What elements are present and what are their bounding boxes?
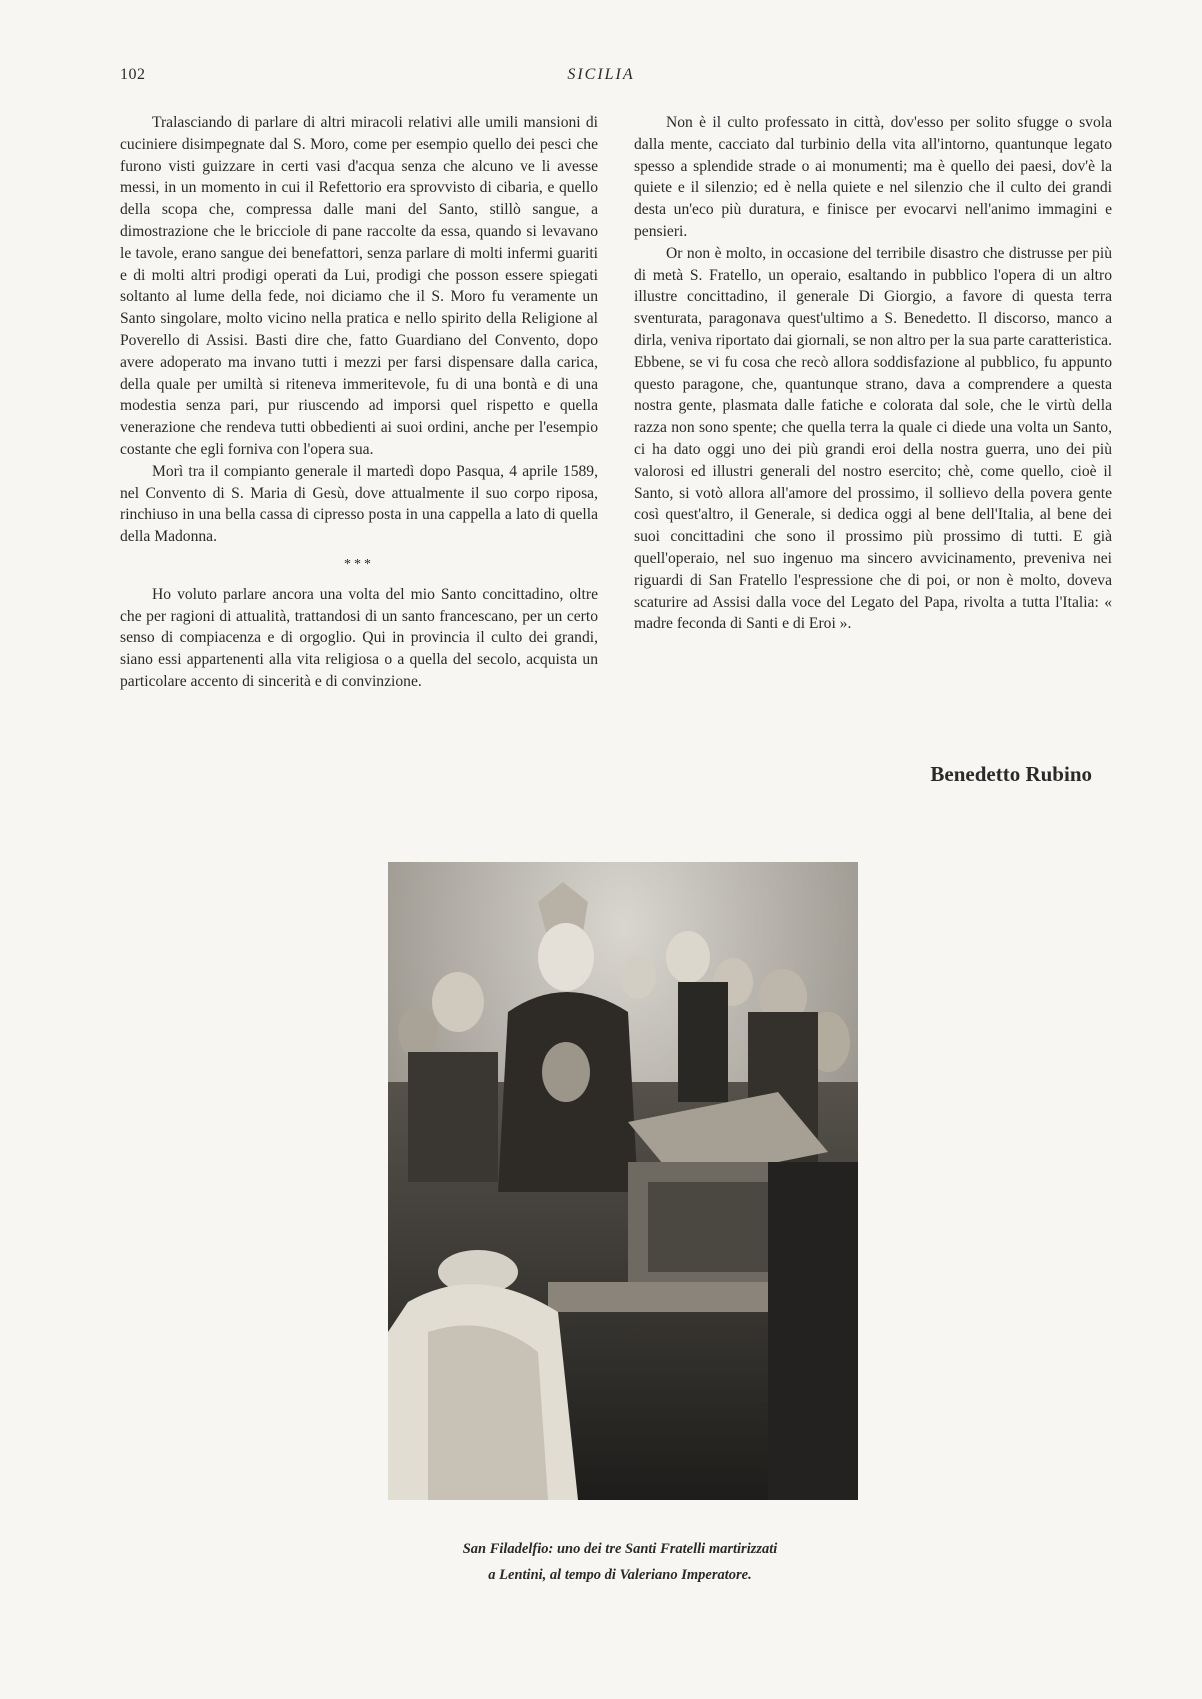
right-column: [634, 112, 1112, 635]
page-number: 102: [120, 66, 146, 83]
caption-line: a Lentini, al tempo di Valeriano Imperatore.: [488, 1567, 752, 1583]
author-signature: Benedetto Rubino: [930, 762, 1092, 786]
section-separator: ***: [344, 556, 374, 572]
paragraph: Ho voluto parlare ancora una volta del mio Santo concittadino, oltre che per ragioni di attualità, trattandosi di un santo francescano, per un certo senso di compiacenza e di orgoglio. Qui in provincia il culto dei grandi, siano essi appartenenti alla vita religiosa o a quella del secolo, acquista un particolare accento di sincerità e di convinzione.: [120, 585, 598, 690]
paragraph: Or non è molto, in occasione del terribile disastro che distrusse per più di metà S. Fratello, un operaio, esaltando in pubblico l'opera di un altro illustre concittadino, il generale Di Giorgio, a favore di questa terra sventurata, paragonava quest'ultimo a S. Benedetto. Il discorso, manco a dirla, veniva riportato dai giornali, se non altro per la sua parte caratteristica. Ebbene, se vi fu cosa che recò allora soddisfazione al pubblico, fu appunto questo paragone, che, quantunque strano, dava a comprendere a questa nostra gente, plasmata dalle fatiche e colorata dal sole, che le virtù della razza non sono spente; che quella terra la quale ci diede una volta un Santo, ci ha dato oggi uno dei più grandi eroi della nostra guerra, uno dei più valorosi ed illustri generali del nostro esercito; chè, come quello, cioè il Santo, si votò allora all'amore del prossimo, il sollievo della povera gente così quest'altro, il Generale, si dedica oggi al bene dell'Italia, al bene dei suoi concittadini che sono il prossimo più prossimo di tutti. E già quell'operaio, nel suo ingenuo ma sincero avvicinamento, preveniva nei riguardi di San Fratello l'espressione che di poi, or non è molto, doveva scaturire ad Assisi dalla voce del Legato del Papa, rivolta a tutta l'Italia: « madre feconda di Santi e di Eroi ».: [634, 244, 1112, 633]
left-column: [120, 112, 598, 693]
running-title: SICILIA: [567, 66, 635, 83]
caption-line: San Filadelfio: uno dei tre Santi Fratelli martirizzati: [462, 1541, 778, 1557]
photograph: [388, 862, 858, 1500]
figure-caption: [360, 1536, 880, 1588]
paragraph: Morì tra il compianto generale il martedì dopo Pasqua, 4 aprile 1589, nel Convento di S. Maria di Gesù, dove attualmente il suo corpo riposa, rinchiuso in una bella cassa di cipresso posta in una cappella a lato di quella della Madonna.: [120, 462, 598, 546]
paragraph: Non è il culto professato in città, dov'esso per solito sfugge o svola dalla mente, cacciato dal turbinio della vita all'intorno, quantunque legato spesso a splendide strade o ai monumenti; ma è quello dei paesi, dov'è la quiete e il silenzio; ed è nella quiete e nel silenzio che il culto dei grandi desta un'eco più duratura, e finisce per evocarvi nell'animo immagini e pensieri.: [634, 114, 1112, 240]
paragraph: Tralasciando di parlare di altri miracoli relativi alle umili mansioni di cuciniere disimpegnate dal S. Moro, come per esempio quello dei pesci che furono visti guizzare in certi vasi d'acqua senza che alcuno ve li avesse messi, in un momento in cui il Refettorio era sprovvisto di cibaria, e quello della scopa che, compressa dalle mani del Santo, stillò sangue, a dimostrazione che le bricciole di pane raccolte da essa, quando si levavano le tavole, erano sangue dei benefattori, senza parlare di molti infermi guariti e di molti altri prodigi operati da Lui, prodigi che posson essere spiegati soltanto al lume della fede, noi diciamo che il S. Moro fu veramente un Santo singolare, molto vicino nella pratica e nello spirito della Religione al Poverello di Assisi. Basti dire che, fatto Guardiano del Convento, dopo avere adoperato ma invano tutti i mezzi per farsi dispensare dalla carica, della quale per umiltà si riteneva immeritevole, fu di una bontà e di una modestia senza pari, pur riuscendo ad imporsi quel rispetto e quella venerazione che rendeva tutti obbedienti ai suoi ordini, anche per l'esempio costante che egli forniva con l'opera sua.: [120, 114, 598, 458]
photo-illustration: [388, 862, 858, 1500]
